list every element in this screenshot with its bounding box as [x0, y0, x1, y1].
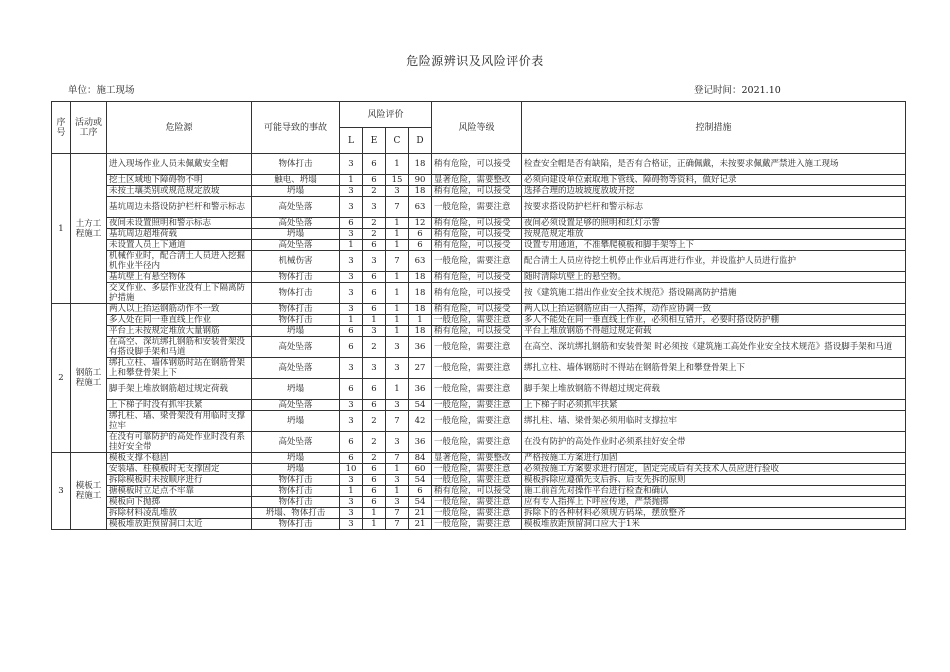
hazard-cell: 基坑壁上有悬空物体	[107, 272, 252, 283]
d-value-cell: 60	[409, 464, 432, 475]
d-value-cell: 18	[409, 272, 432, 283]
l-value-cell: 3	[340, 304, 363, 315]
accident-cell: 高处坠落	[252, 337, 340, 358]
risk-level-cell: 显著危险，需要整改	[432, 453, 522, 464]
header-risk-eval: 风险评价	[340, 102, 432, 128]
d-value-cell: 54	[409, 497, 432, 508]
c-value-cell: 7	[386, 197, 409, 218]
e-value-cell: 3	[363, 197, 386, 218]
c-value-cell: 1	[386, 283, 409, 304]
header-measures: 控制措施	[522, 102, 906, 154]
c-value-cell: 15	[386, 175, 409, 186]
unit-label: 单位：施工现场	[68, 85, 135, 96]
hazard-cell: 机械作业时，配合清土人员进入挖掘机作业半径内	[107, 251, 252, 272]
l-value-cell: 3	[340, 283, 363, 304]
risk-level-cell: 稍有危险，可以接受	[432, 218, 522, 229]
c-value-cell: 3	[386, 358, 409, 379]
control-measure-cell: 设置专用通道，不准攀爬模板和脚手架等上下	[522, 240, 906, 251]
risk-level-cell: 稍有危险，可以接受	[432, 272, 522, 283]
hazard-cell: 未设置人员上下通道	[107, 240, 252, 251]
control-measure-cell: 施工前首先对操作平台进行检查和确认	[522, 486, 906, 497]
c-value-cell: 7	[386, 251, 409, 272]
risk-level-cell: 稍有危险，可以接受	[432, 304, 522, 315]
risk-level-cell: 一般危险，需要注意	[432, 358, 522, 379]
l-value-cell: 3	[340, 229, 363, 240]
hazard-cell: 在没有可靠防护的高处作业时没有系挂好安全带	[107, 432, 252, 453]
d-value-cell: 90	[409, 175, 432, 186]
c-value-cell: 1	[386, 218, 409, 229]
e-value-cell: 6	[363, 475, 386, 486]
header-accident: 可能导致的事故	[252, 102, 340, 154]
table-row	[52, 337, 906, 358]
risk-level-cell: 一般危险，需要注意	[432, 432, 522, 453]
d-value-cell: 63	[409, 251, 432, 272]
hazard-cell: 绑扎柱、墙、梁骨架没有用临时支撑拉牢	[107, 411, 252, 432]
control-measure-cell: 按规范规定堆放	[522, 229, 906, 240]
e-value-cell: 2	[363, 186, 386, 197]
d-value-cell: 27	[409, 358, 432, 379]
e-value-cell: 6	[363, 486, 386, 497]
d-value-cell: 6	[409, 240, 432, 251]
c-value-cell: 7	[386, 411, 409, 432]
e-value-cell: 6	[363, 154, 386, 175]
risk-level-cell: 一般危险，需要注意	[432, 497, 522, 508]
table-row	[52, 315, 906, 326]
table-row	[52, 186, 906, 197]
d-value-cell: 54	[409, 400, 432, 411]
e-value-cell: 6	[363, 283, 386, 304]
risk-level-cell: 一般危险，需要注意	[432, 519, 522, 530]
control-measure-cell: 脚手架上堆放钢筋不得超过规定荷载	[522, 379, 906, 400]
control-measure-cell: 严格按施工方案进行加固	[522, 453, 906, 464]
table-row	[52, 379, 906, 400]
control-measure-cell: 绑扎柱、墙、梁骨架必须用临时支撑拉牢	[522, 411, 906, 432]
c-value-cell: 7	[386, 453, 409, 464]
accident-cell: 物体打击	[252, 315, 340, 326]
hazard-cell: 两人以上抬运钢筋动作不一致	[107, 304, 252, 315]
hazard-cell: 未按土壤类别或规范规定放坡	[107, 186, 252, 197]
l-value-cell: 3	[340, 508, 363, 519]
e-value-cell: 2	[363, 432, 386, 453]
header-c: C	[386, 128, 409, 154]
d-value-cell: 18	[409, 304, 432, 315]
c-value-cell: 3	[386, 337, 409, 358]
e-value-cell: 2	[363, 411, 386, 432]
d-value-cell: 84	[409, 453, 432, 464]
l-value-cell: 3	[340, 475, 363, 486]
e-value-cell: 6	[363, 400, 386, 411]
control-measure-cell: 应有专人指挥上下呼应传递，严禁抛掷	[522, 497, 906, 508]
e-value-cell: 3	[363, 251, 386, 272]
c-value-cell: 1	[386, 304, 409, 315]
row-number: 2	[52, 304, 71, 453]
table-row	[52, 519, 906, 530]
header-no: 序号	[52, 102, 71, 154]
table-row	[52, 229, 906, 240]
control-measure-cell: 夜间必须设置足够的照明和红灯示警	[522, 218, 906, 229]
hazard-cell: 安装墙、柱模板时无支撑固定	[107, 464, 252, 475]
control-measure-cell: 模板拆除应遵循先支后拆、后支先拆的原则	[522, 475, 906, 486]
c-value-cell: 3	[386, 400, 409, 411]
row-number: 3	[52, 453, 71, 530]
d-value-cell: 6	[409, 229, 432, 240]
d-value-cell: 6	[409, 486, 432, 497]
header-e: E	[363, 128, 386, 154]
row-number: 1	[52, 154, 71, 304]
table-row	[52, 453, 906, 464]
activity-cell: 土方工程施工	[71, 154, 107, 304]
control-measure-cell: 配合清土人员应待挖土机停止作业后再进行作业，并设监护人员进行监护	[522, 251, 906, 272]
table-row	[52, 251, 906, 272]
l-value-cell: 1	[340, 315, 363, 326]
table-row	[52, 432, 906, 453]
header-row	[52, 102, 906, 128]
d-value-cell: 18	[409, 326, 432, 337]
l-value-cell: 6	[340, 218, 363, 229]
l-value-cell: 3	[340, 411, 363, 432]
accident-cell: 机械伤害	[252, 251, 340, 272]
hazard-cell: 交叉作业、多层作业没有上下隔离防护措施	[107, 283, 252, 304]
table-row	[52, 304, 906, 315]
accident-cell: 高处坠落	[252, 358, 340, 379]
control-measure-cell: 随时清除坑壁上的悬空物。	[522, 272, 906, 283]
accident-cell: 高处坠落	[252, 400, 340, 411]
hazard-cell: 搪模板时立足点不牢靠	[107, 486, 252, 497]
l-value-cell: 3	[340, 197, 363, 218]
risk-level-cell: 一般危险，需要注意	[432, 251, 522, 272]
hazard-cell: 基坑周边超堆荷载	[107, 229, 252, 240]
table-row	[52, 197, 906, 218]
e-value-cell: 6	[363, 464, 386, 475]
control-measure-cell: 按《建筑施工措出作业安全技术规范》搭设隔离防护措施	[522, 283, 906, 304]
risk-level-cell: 一般危险，需要注意	[432, 464, 522, 475]
e-value-cell: 6	[363, 497, 386, 508]
e-value-cell: 2	[363, 453, 386, 464]
e-value-cell: 6	[363, 304, 386, 315]
table-row	[52, 508, 906, 519]
table-row	[52, 240, 906, 251]
e-value-cell: 3	[363, 326, 386, 337]
risk-level-cell: 一般危险，需要注意	[432, 411, 522, 432]
header-level: 风险等级	[432, 102, 522, 154]
accident-cell: 高处坠落	[252, 432, 340, 453]
hazard-cell: 在高空、深坑绑扎钢筋和安装骨架没有搭设脚手架和马道	[107, 337, 252, 358]
l-value-cell: 3	[340, 272, 363, 283]
l-value-cell: 3	[340, 154, 363, 175]
l-value-cell: 3	[340, 186, 363, 197]
d-value-cell: 18	[409, 283, 432, 304]
l-value-cell: 6	[340, 432, 363, 453]
risk-level-cell: 稍有危险，可以接受	[432, 229, 522, 240]
accident-cell: 坍塌	[252, 229, 340, 240]
control-measure-cell: 上下梯子时必须抓牢扶紧	[522, 400, 906, 411]
l-value-cell: 6	[340, 453, 363, 464]
c-value-cell: 1	[386, 315, 409, 326]
risk-level-cell: 一般危险，需要注意	[432, 379, 522, 400]
e-value-cell: 6	[363, 272, 386, 283]
e-value-cell: 6	[363, 240, 386, 251]
control-measure-cell: 多人不能处在同一垂直线上作业，必须相互错开，必要时搭设防护棚	[522, 315, 906, 326]
c-value-cell: 3	[386, 186, 409, 197]
control-measure-cell: 绑扎立柱、墙体钢筋时不得站在钢筋骨架上和攀登骨架上下	[522, 358, 906, 379]
d-value-cell: 21	[409, 508, 432, 519]
control-measure-cell: 必须按施工方案要求进行固定，固定完成后有关技术人员应进行验收	[522, 464, 906, 475]
risk-level-cell: 一般危险，需要注意	[432, 508, 522, 519]
c-value-cell: 7	[386, 508, 409, 519]
c-value-cell: 3	[386, 432, 409, 453]
d-value-cell: 18	[409, 154, 432, 175]
risk-level-cell: 稍有危险，可以接受	[432, 486, 522, 497]
table-row	[52, 358, 906, 379]
table-row	[52, 400, 906, 411]
d-value-cell: 63	[409, 197, 432, 218]
hazard-cell: 进入现场作业人员未佩戴安全帽	[107, 154, 252, 175]
header-l: L	[340, 128, 363, 154]
table-row	[52, 326, 906, 337]
c-value-cell: 1	[386, 229, 409, 240]
table-body	[52, 154, 906, 530]
risk-level-cell: 一般危险，需要注意	[432, 400, 522, 411]
c-value-cell: 3	[386, 497, 409, 508]
hazard-cell: 基坑周边未搭设防护栏杆和警示标志	[107, 197, 252, 218]
control-measure-cell: 选择合理的边坡坡度放坡开挖	[522, 186, 906, 197]
hazard-cell: 拆除材料凌乱堆放	[107, 508, 252, 519]
table-row	[52, 464, 906, 475]
risk-level-cell: 稍有危险，可以接受	[432, 326, 522, 337]
c-value-cell: 1	[386, 486, 409, 497]
e-value-cell: 1	[363, 519, 386, 530]
risk-level-cell: 一般危险，需要注意	[432, 315, 522, 326]
accident-cell: 坍塌、物体打击	[252, 508, 340, 519]
control-measure-cell: 在高空、深坑绑扎钢筋和安装骨架 时必须按《建筑施工高处作业安全技术规范》搭设脚手架和马道	[522, 337, 906, 358]
hazard-cell: 模板堆放距预留洞口太近	[107, 519, 252, 530]
control-measure-cell: 在没有防护的高处作业时必须系挂好安全带	[522, 432, 906, 453]
c-value-cell: 1	[386, 464, 409, 475]
risk-level-cell: 稍有危险，可以接受	[432, 283, 522, 304]
accident-cell: 物体打击	[252, 283, 340, 304]
c-value-cell: 1	[386, 240, 409, 251]
header-hazard: 危险源	[107, 102, 252, 154]
l-value-cell: 6	[340, 379, 363, 400]
table-row	[52, 272, 906, 283]
e-value-cell: 6	[363, 379, 386, 400]
d-value-cell: 36	[409, 379, 432, 400]
l-value-cell: 3	[340, 519, 363, 530]
accident-cell: 物体打击	[252, 304, 340, 315]
d-value-cell: 36	[409, 337, 432, 358]
risk-level-cell: 稍有危险，可以接受	[432, 186, 522, 197]
accident-cell: 触电、坍塌	[252, 175, 340, 186]
c-value-cell: 1	[386, 379, 409, 400]
accident-cell: 高处坠落	[252, 240, 340, 251]
hazard-cell: 平台上未按规定堆放大量钢筋	[107, 326, 252, 337]
hazard-cell: 上下梯子时没有抓牢扶紧	[107, 400, 252, 411]
risk-level-cell: 稍有危险，可以接受	[432, 240, 522, 251]
risk-level-cell: 显著危险，需要整改	[432, 175, 522, 186]
d-value-cell: 54	[409, 475, 432, 486]
control-measure-cell: 必须向建设单位索取地下管线、障碍物等资料，做好记录	[522, 175, 906, 186]
accident-cell: 物体打击	[252, 486, 340, 497]
accident-cell: 物体打击	[252, 519, 340, 530]
document-title: 危险源辨识及风险评价表	[406, 54, 544, 68]
registration-date: 登记时间：2021.10	[694, 85, 781, 96]
l-value-cell: 3	[340, 400, 363, 411]
accident-cell: 物体打击	[252, 497, 340, 508]
d-value-cell: 1	[409, 315, 432, 326]
l-value-cell: 1	[340, 175, 363, 186]
l-value-cell: 3	[340, 497, 363, 508]
risk-level-cell: 一般危险，需要注意	[432, 475, 522, 486]
l-value-cell: 10	[340, 464, 363, 475]
activity-cell: 钢筋工程施工	[71, 304, 107, 453]
control-measure-cell: 两人以上抬运钢筋应由一人指挥，动作应协调一致	[522, 304, 906, 315]
accident-cell: 坍塌	[252, 464, 340, 475]
e-value-cell: 1	[363, 508, 386, 519]
accident-cell: 物体打击	[252, 272, 340, 283]
accident-cell: 坍塌	[252, 326, 340, 337]
control-measure-cell: 模板堆放距预留洞口应大于1米	[522, 519, 906, 530]
c-value-cell: 1	[386, 326, 409, 337]
e-value-cell: 2	[363, 337, 386, 358]
e-value-cell: 2	[363, 218, 386, 229]
c-value-cell: 7	[386, 519, 409, 530]
c-value-cell: 1	[386, 154, 409, 175]
table-row	[52, 486, 906, 497]
hazard-cell: 拆除模板时未按顺序进行	[107, 475, 252, 486]
table-row	[52, 475, 906, 486]
table-row	[52, 154, 906, 175]
hazard-cell: 模板向下抛掷	[107, 497, 252, 508]
c-value-cell: 3	[386, 475, 409, 486]
d-value-cell: 36	[409, 432, 432, 453]
l-value-cell: 1	[340, 240, 363, 251]
d-value-cell: 21	[409, 519, 432, 530]
accident-cell: 高处坠落	[252, 197, 340, 218]
control-measure-cell: 按要求搭设防护栏杆和警示标志	[522, 197, 906, 218]
d-value-cell: 12	[409, 218, 432, 229]
e-value-cell: 2	[363, 229, 386, 240]
hazard-cell: 脚手架上堆放钢筋超过规定荷载	[107, 379, 252, 400]
e-value-cell: 6	[363, 175, 386, 186]
table-row	[52, 175, 906, 186]
activity-cell: 模板工程施工	[71, 453, 107, 530]
hazard-cell: 夜间未设置照明和警示标志	[107, 218, 252, 229]
hazard-cell: 绑扎立柱、墙体钢筋时站在钢筋骨架上和攀登骨架上下	[107, 358, 252, 379]
control-measure-cell: 拆除下的各种材料必须规方码垛，摆放整齐	[522, 508, 906, 519]
l-value-cell: 3	[340, 251, 363, 272]
hazard-cell: 多人处在同一垂直线上作业	[107, 315, 252, 326]
e-value-cell: 1	[363, 315, 386, 326]
table-row	[52, 283, 906, 304]
table-row	[52, 497, 906, 508]
control-measure-cell: 检查安全帽是否有缺陷，是否有合格证，正确佩戴，未按要求佩戴严禁进入施工现场	[522, 154, 906, 175]
table-row	[52, 411, 906, 432]
accident-cell: 物体打击	[252, 475, 340, 486]
accident-cell: 坍塌	[252, 186, 340, 197]
accident-cell: 坍塌	[252, 411, 340, 432]
accident-cell: 坍塌	[252, 379, 340, 400]
header-activity: 活动或工序	[71, 102, 107, 154]
l-value-cell: 3	[340, 358, 363, 379]
accident-cell: 坍塌	[252, 453, 340, 464]
d-value-cell: 42	[409, 411, 432, 432]
l-value-cell: 1	[340, 486, 363, 497]
c-value-cell: 1	[386, 272, 409, 283]
risk-level-cell: 一般危险，需要注意	[432, 197, 522, 218]
risk-assessment-table	[51, 101, 906, 530]
hazard-cell: 挖土区域地下障碍物不明	[107, 175, 252, 186]
hazard-cell: 模板支撑不稳固	[107, 453, 252, 464]
e-value-cell: 3	[363, 358, 386, 379]
l-value-cell: 6	[340, 326, 363, 337]
d-value-cell: 18	[409, 186, 432, 197]
header-d: D	[409, 128, 432, 154]
table-row	[52, 218, 906, 229]
risk-level-cell: 一般危险，需要注意	[432, 337, 522, 358]
l-value-cell: 6	[340, 337, 363, 358]
accident-cell: 高处坠落	[252, 218, 340, 229]
risk-level-cell: 稍有危险，可以接受	[432, 154, 522, 175]
control-measure-cell: 平台上堆放钢筋不得超过规定荷载	[522, 326, 906, 337]
accident-cell: 物体打击	[252, 154, 340, 175]
